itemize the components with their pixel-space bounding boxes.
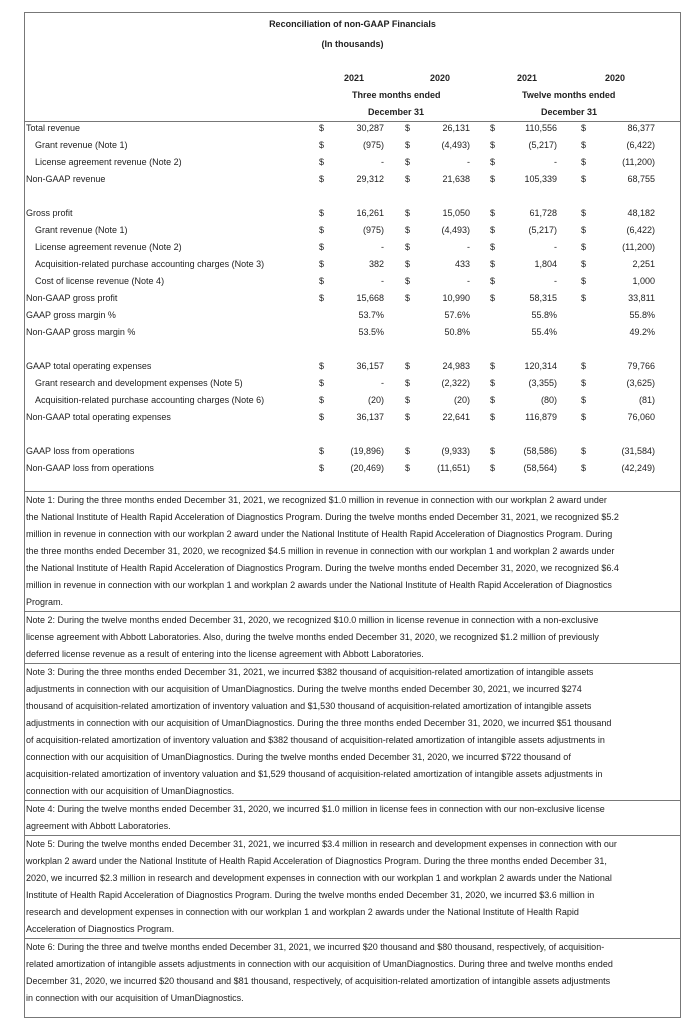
currency-symbol: $ [319,378,325,388]
currency-symbol: $ [581,259,587,269]
note-line: Acceleration of Diagnostics Program. [26,924,175,934]
cell-value: (4,493) [441,140,470,150]
row-label: Non-GAAP gross profit [26,293,118,303]
cell-value: 79,766 [627,361,655,371]
currency-symbol: $ [581,242,587,252]
cell-value: (2,322) [441,378,470,388]
table-row [25,308,682,324]
note-line: 2020, we incurred $2.3 million in research and development expenses in connection with our workplan 1 and workplan 2 awards under the National [26,873,612,883]
currency-symbol: $ [405,242,411,252]
cell-value: 53.5% [358,327,384,337]
row-label: Non-GAAP gross margin % [26,327,136,337]
currency-symbol: $ [405,412,411,422]
note-3 [25,664,680,800]
currency-symbol: $ [581,361,587,371]
cell-value: (975) [362,140,384,150]
cell-value: 24,983 [442,361,470,371]
currency-symbol: $ [319,361,325,371]
cell-value: 50.8% [444,327,470,337]
table-row [25,257,682,273]
currency-symbol: $ [319,463,325,473]
col-period-twelve-months: Twelve months ended [522,90,616,100]
note-line: acquisition-related amortization of inventory valuation and $1,529 thousand of acquisition-related amortization of intangible assets adjustments in [26,769,603,779]
note-4 [25,801,680,835]
currency-symbol: $ [490,276,496,286]
currency-symbol: $ [405,157,411,167]
table-subtitle: (In thousands) [321,39,384,49]
table-row [25,240,682,256]
cell-value: 68,755 [627,174,655,184]
currency-symbol: $ [405,361,411,371]
currency-symbol: $ [581,378,587,388]
currency-symbol: $ [581,140,587,150]
cell-value: 10,990 [442,293,470,303]
currency-symbol: $ [490,395,496,405]
note-line: adjustments in connection with our acquisition of UmanDiagnostics. During the three months ended December 31, 2020, we incurred $51 thousand [26,718,612,728]
currency-symbol: $ [319,225,325,235]
note-line: connection with our acquisition of UmanDiagnostics. [26,786,235,796]
cell-value: 55.8% [629,310,655,320]
note-line: Note 3: During the three months ended December 31, 2021, we incurred $382 thousand of acquisition-related amortization of intangible assets [26,667,594,677]
currency-symbol: $ [405,140,411,150]
cell-value: - [381,276,384,286]
currency-symbol: $ [319,208,325,218]
currency-symbol: $ [319,174,325,184]
cell-value: (58,564) [523,463,557,473]
currency-symbol: $ [405,225,411,235]
cell-value: (5,217) [528,140,557,150]
currency-symbol: $ [581,395,587,405]
cell-value: 1,000 [632,276,655,286]
currency-symbol: $ [490,446,496,456]
currency-symbol: $ [490,242,496,252]
cell-value: - [554,157,557,167]
currency-symbol: $ [581,446,587,456]
cell-value: (6,422) [626,225,655,235]
cell-value: (11,651) [437,463,470,473]
cell-value: (6,422) [626,140,655,150]
note-line: connection with our acquisition of UmanDiagnostics. During the twelve months ended December 31, 2020, we incurred $722 thousand of [26,752,571,762]
currency-symbol: $ [490,463,496,473]
currency-symbol: $ [405,378,411,388]
cell-value: 120,314 [524,361,557,371]
row-label: License agreement revenue (Note 2) [35,242,182,252]
cell-value: 61,728 [529,208,557,218]
cell-value: (20) [453,395,470,405]
note-line: Note 4: During the twelve months ended December 31, 2020, we incurred $1.0 million in license fees in connection with our non-exclusive license [26,804,605,814]
row-label: Gross profit [26,208,73,218]
cell-value: (42,249) [621,463,655,473]
row-label: Acquisition-related purchase accounting charges (Note 6) [35,395,265,405]
note-line: December 31, 2020, we incurred $20 thousand and $81 thousand, respectively, of acquisition-related amortization of intangible assets adjustments [26,976,611,986]
currency-symbol: $ [405,446,411,456]
currency-symbol: $ [490,174,496,184]
note-line: Note 2: During the twelve months ended December 31, 2020, we recognized $10.0 million in license revenue in connection with a non-exclusive [26,615,599,625]
note-line: Institute of Health Rapid Acceleration of Diagnostics Program. During the twelve months ended December 31, 2020, we incurred $3.6 million in [26,890,595,900]
cell-value: 53.7% [358,310,384,320]
note-line: deferred license revenue as a result of entering into the license agreement with Abbott Laboratories. [26,649,424,659]
cell-value: 30,287 [356,123,384,133]
note-6 [25,939,680,1007]
currency-symbol: $ [405,463,411,473]
cell-value: (975) [362,225,384,235]
currency-symbol: $ [490,140,496,150]
cell-value: (3,625) [626,378,655,388]
table-row [25,359,682,375]
cell-value: (81) [638,395,655,405]
currency-symbol: $ [490,293,496,303]
currency-symbol: $ [490,259,496,269]
currency-symbol: $ [319,395,325,405]
cell-value: (58,586) [523,446,557,456]
cell-value: - [554,242,557,252]
note-line: related amortization of intangible assets adjustments in connection with our acquisition of UmanDiagnostics. During three and twelve months ended [26,959,613,969]
note-line: in connection with our acquisition of UmanDiagnostics. [26,993,244,1003]
currency-symbol: $ [405,123,411,133]
cell-value: 36,137 [356,412,384,422]
note-5 [25,836,680,938]
currency-symbol: $ [319,412,325,422]
row-label: GAAP total operating expenses [26,361,152,371]
note-1 [25,492,680,611]
cell-value: (20) [367,395,384,405]
cell-value: 16,261 [356,208,384,218]
currency-symbol: $ [405,208,411,218]
col-date-twelve-months: December 31 [541,107,598,117]
currency-symbol: $ [319,446,325,456]
table-row [25,376,682,392]
row-label: Non-GAAP loss from operations [26,463,154,473]
cell-value: 48,182 [627,208,655,218]
row-label: Grant revenue (Note 1) [35,140,128,150]
row-label: GAAP gross margin % [26,310,116,320]
row-label: Cost of license revenue (Note 4) [35,276,165,286]
row-label: Grant revenue (Note 1) [35,225,128,235]
currency-symbol: $ [319,123,325,133]
cell-value: 29,312 [356,174,384,184]
table-row [25,410,682,426]
row-label: GAAP loss from operations [26,446,135,456]
cell-value: 116,879 [525,412,557,422]
col-year-2021-three-months: 2021 [344,73,365,83]
cell-value: 49.2% [629,327,655,337]
currency-symbol: $ [581,412,587,422]
table-title: Reconciliation of non-GAAP Financials [269,19,436,29]
currency-symbol: $ [490,208,496,218]
note-line: the National Institute of Health Rapid Acceleration of Diagnostics Program. During the twelve months ended December 31, 2020, we recognized $6.4 [26,563,619,573]
cell-value: 382 [368,259,384,269]
col-period-three-months: Three months ended [352,90,441,100]
table-row [25,223,682,239]
cell-value: (19,896) [350,446,384,456]
cell-value: (5,217) [528,225,557,235]
currency-symbol: $ [490,123,496,133]
cell-value: 1,804 [534,259,557,269]
cell-value: 15,668 [356,293,384,303]
cell-value: - [467,157,470,167]
cell-value: 105,339 [524,174,557,184]
cell-value: - [381,157,384,167]
note-line: thousand of acquisition-related amortization of inventory valuation and $1,530 thousand of acquisition-related amortization of intangible assets [26,701,592,711]
note-line: workplan 2 award under the National Institute of Health Rapid Acceleration of Diagnostics Program. During the three months ended December 31, [26,856,607,866]
cell-value: 22,641 [442,412,470,422]
note-line: of acquisition-related amortization of inventory valuation and $382 thousand of acquisition-related amortization of intangible assets adjustments in [26,735,605,745]
table-row [25,325,682,341]
table-row [25,138,682,154]
cell-value: - [381,378,384,388]
cell-value: 2,251 [632,259,655,269]
note-line: Note 5: During the twelve months ended December 31, 2021, we incurred $3.4 million in research and development expenses in connection with our [26,839,617,849]
currency-symbol: $ [319,259,325,269]
cell-value: 15,050 [442,208,470,218]
row-label: License agreement revenue (Note 2) [35,157,182,167]
cell-value: (20,469) [350,463,384,473]
table-row [25,274,682,290]
cell-value: - [467,242,470,252]
cell-value: - [554,276,557,286]
reconciliation-table [24,12,681,1018]
col-date-three-months: December 31 [368,107,425,117]
note-line: million in revenue in connection with our workplan 2 award under the National Institute of Health Rapid Acceleration of Diagnostics Program. During [26,529,613,539]
cell-value: 33,811 [628,293,655,303]
table-row [25,444,682,460]
cell-value: 86,377 [627,123,655,133]
note-line: the National Institute of Health Rapid Acceleration of Diagnostics Program. During the twelve months ended December 31, 2021, we recognized $5.2 [26,512,619,522]
cell-value: 58,315 [529,293,557,303]
row-label: Grant research and development expenses (Note 5) [35,378,243,388]
row-label: Non-GAAP total operating expenses [26,412,171,422]
note-line: agreement with Abbott Laboratories. [26,821,171,831]
currency-symbol: $ [581,174,587,184]
table-row [25,121,682,137]
col-year-2020-three-months: 2020 [430,73,451,83]
currency-symbol: $ [319,276,325,286]
cell-value: 76,060 [627,412,655,422]
cell-value: - [467,276,470,286]
cell-value: 36,157 [356,361,384,371]
note-line: Note 1: During the three months ended December 31, 2021, we recognized $1.0 million in revenue in connection with our workplan 2 award under [26,495,607,505]
currency-symbol: $ [490,157,496,167]
table-row [25,206,682,222]
row-label: Total revenue [26,123,81,133]
note-line: million in revenue in connection with our workplan 1 and workplan 2 awards under the National Institute of Health Rapid Acceleration of Diagnostics [26,580,612,590]
cell-value: 110,556 [525,123,557,133]
currency-symbol: $ [405,395,411,405]
cell-value: (80) [540,395,557,405]
note-line: research and development expenses in connection with our workplan 1 and workplan 2 awards under the National Institute of Health Rapid [26,907,579,917]
table-row [25,172,682,188]
currency-symbol: $ [319,140,325,150]
cell-value: 433 [454,259,470,269]
cell-value: 55.8% [531,310,557,320]
col-year-2020-twelve-months: 2020 [605,73,626,83]
currency-symbol: $ [581,463,587,473]
col-year-2021-twelve-months: 2021 [517,73,538,83]
cell-value: (11,200) [622,242,655,252]
cell-value: 26,131 [442,123,470,133]
currency-symbol: $ [319,242,325,252]
currency-symbol: $ [581,225,587,235]
currency-symbol: $ [319,157,325,167]
note-line: Note 6: During the three and twelve months ended December 31, 2021, we incurred $20 thousand and $80 thousand, respectively, of acquisition- [26,942,605,952]
currency-symbol: $ [405,276,411,286]
cell-value: 21,638 [442,174,470,184]
note-line: the three months ended December 31, 2020, we recognized $4.5 million in revenue in connection with our workplan 1 and workplan 2 awards under [26,546,615,556]
cell-value: (9,933) [441,446,470,456]
currency-symbol: $ [490,361,496,371]
currency-symbol: $ [405,259,411,269]
cell-value: 57.6% [444,310,470,320]
currency-symbol: $ [490,412,496,422]
note-line: Program. [26,597,64,607]
table-row [25,393,682,409]
note-2 [25,612,680,663]
row-label: Acquisition-related purchase accounting charges (Note 3) [35,259,265,269]
cell-value: 55.4% [531,327,557,337]
cell-value: (4,493) [441,225,470,235]
currency-symbol: $ [581,157,587,167]
currency-symbol: $ [405,174,411,184]
currency-symbol: $ [319,293,325,303]
note-line: license agreement with Abbott Laboratories. Also, during the twelve months ended December 31, 2020, we recognized $1.2 million of previously [26,632,599,642]
currency-symbol: $ [581,208,587,218]
table-row [25,461,682,477]
currency-symbol: $ [581,276,587,286]
currency-symbol: $ [490,225,496,235]
currency-symbol: $ [581,293,587,303]
cell-value: (3,355) [528,378,557,388]
currency-symbol: $ [405,293,411,303]
table-row [25,155,682,171]
currency-symbol: $ [581,123,587,133]
cell-value: (31,584) [621,446,655,456]
row-label: Non-GAAP revenue [26,174,106,184]
cell-value: (11,200) [622,157,655,167]
table-row [25,291,682,307]
cell-value: - [381,242,384,252]
note-line: adjustments in connection with our acquisition of UmanDiagnostics. During the twelve months ended December 30, 2021, we incurred $274 [26,684,582,694]
currency-symbol: $ [490,378,496,388]
